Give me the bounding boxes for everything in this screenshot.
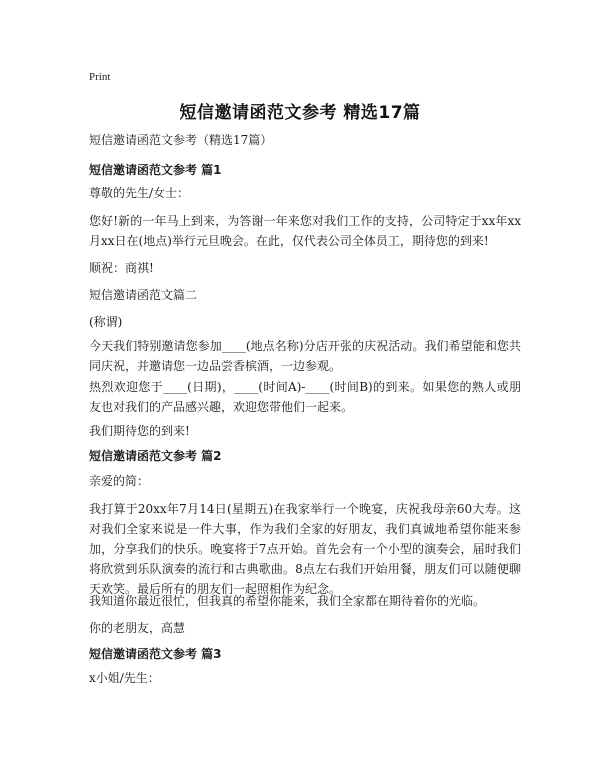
section-1-sub-body-1: 今天我们特别邀请您参加____(地点名称)分店开张的庆祝活动。我们希望能和您共同庆祝，并邀请您一边品尝香槟酒，一边参观。 <box>89 339 521 373</box>
section-1-closing: 顺祝：商祺! <box>89 261 154 275</box>
section-1-sub-salutation: (称谓) <box>89 315 123 329</box>
section-1-body: 您好!新的一年马上到来，为答谢一年来您对我们工作的支持，公司特定于xx年xx月xx日在(地点)举行元旦晚会。在此，仅代表公司全体员工，期待您的到来! <box>89 214 521 248</box>
section-1-subtitle: 短信邀请函范文篇二 <box>89 288 198 302</box>
section-2-body: 我打算于20xx年7月14日(星期五)在我家举行一个晚宴，庆祝我母亲60大寿。这对我们全家来说是一件大事，作为我们全家的好朋友，我们真诚地希望你能来参加，分享我们的快乐。晚宴将于7点开始。首先会有一个小型的演奏会，届时我们将欣赏到乐队演奏的流行和古典歌曲。8点左右我们开始用餐，朋友们可以随便聊天欢笑。最后所有的朋友们一起照相作为纪念。 <box>89 502 521 596</box>
section-2-body-2: 我知道你最近很忙，但我真的希望你能来，我们全家都在期待着你的光临。 <box>89 594 486 608</box>
section-3-heading: 短信邀请函范文参考 篇3 <box>89 647 222 661</box>
section-1-heading: 短信邀请函范文参考 篇1 <box>89 163 222 177</box>
section-1-sub-body-2: 热烈欢迎您于____(日期)，____(时间A)-____(时间B)的到来。如果您的熟人或朋友也对我们的产品感兴趣，欢迎您带他们一起来。 <box>89 380 521 414</box>
print-label: Print <box>89 71 111 83</box>
section-1-sub-closing: 我们期待您的到来! <box>89 424 190 438</box>
section-1-salutation: 尊敬的先生/女士： <box>89 186 190 200</box>
section-3-salutation: x小姐/先生： <box>89 671 160 685</box>
section-2-salutation: 亲爱的简： <box>89 474 150 488</box>
page-title: 短信邀请函范文参考 精选17篇 <box>179 103 421 123</box>
section-2-heading: 短信邀请函范文参考 篇2 <box>89 449 222 463</box>
intro-text: 短信邀请函范文参考（精选17篇） <box>89 133 273 147</box>
section-2-signature: 你的老朋友，高慧 <box>89 621 186 635</box>
